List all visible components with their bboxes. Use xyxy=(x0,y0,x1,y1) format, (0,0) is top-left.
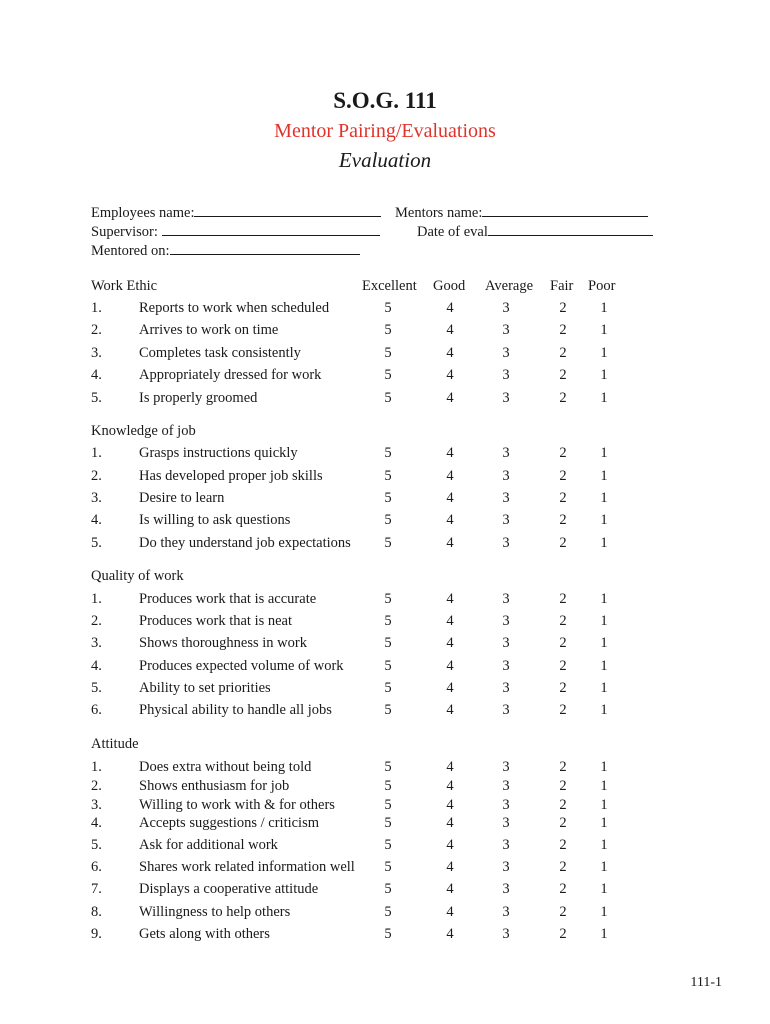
score-average[interactable]: 3 xyxy=(502,300,510,316)
col-average: Average xyxy=(485,278,534,294)
criterion-row-attitude-1 xyxy=(0,757,770,777)
criterion-row-quality-4 xyxy=(0,656,770,676)
section-title: Quality of work xyxy=(91,568,184,584)
score-good[interactable]: 4 xyxy=(446,535,454,551)
criterion-row-work-ethic-5 xyxy=(0,388,770,408)
score-good[interactable]: 4 xyxy=(446,797,454,813)
score-excellent[interactable]: 5 xyxy=(384,300,392,316)
score-good[interactable]: 4 xyxy=(446,859,454,875)
employee-name-line[interactable] xyxy=(194,202,381,217)
score-good[interactable]: 4 xyxy=(446,512,454,528)
score-poor[interactable]: 1 xyxy=(600,837,608,853)
col-good: Good xyxy=(433,278,466,294)
score-poor[interactable]: 1 xyxy=(600,390,608,406)
score-average[interactable]: 3 xyxy=(502,658,510,674)
criterion-number: 6. xyxy=(91,859,102,875)
criterion-label: Shares work related information well xyxy=(139,859,355,875)
section-title: Attitude xyxy=(91,736,139,752)
score-poor[interactable]: 1 xyxy=(600,658,608,674)
score-good[interactable]: 4 xyxy=(446,815,454,831)
score-average[interactable]: 3 xyxy=(502,345,510,361)
score-good[interactable]: 4 xyxy=(446,680,454,696)
score-fair[interactable]: 2 xyxy=(559,904,567,920)
criterion-label: Reports to work when scheduled xyxy=(139,300,330,316)
section-title-work-ethic: Work Ethic xyxy=(91,278,158,294)
criterion-number: 5. xyxy=(91,680,102,696)
score-fair[interactable]: 2 xyxy=(559,367,567,383)
score-fair[interactable]: 2 xyxy=(559,881,567,897)
criterion-number: 3. xyxy=(91,635,102,651)
score-excellent[interactable]: 5 xyxy=(384,702,392,718)
score-fair[interactable]: 2 xyxy=(559,759,567,775)
score-good[interactable]: 4 xyxy=(446,926,454,942)
criterion-number: 9. xyxy=(91,926,102,942)
score-fair[interactable]: 2 xyxy=(559,635,567,651)
score-poor[interactable]: 1 xyxy=(600,322,608,338)
score-excellent[interactable]: 5 xyxy=(384,322,392,338)
criterion-label: Arrives to work on time xyxy=(139,322,279,338)
score-fair[interactable]: 2 xyxy=(559,680,567,696)
score-poor[interactable]: 1 xyxy=(600,859,608,875)
score-excellent[interactable]: 5 xyxy=(384,904,392,920)
score-average[interactable]: 3 xyxy=(502,512,510,528)
criterion-row-quality-3 xyxy=(0,633,770,653)
score-poor[interactable]: 1 xyxy=(600,881,608,897)
score-poor[interactable]: 1 xyxy=(600,613,608,629)
criterion-label: Shows enthusiasm for job xyxy=(139,778,290,794)
criterion-row-knowledge-4 xyxy=(0,510,770,530)
criterion-number: 5. xyxy=(91,837,102,853)
score-good[interactable]: 4 xyxy=(446,613,454,629)
score-average[interactable]: 3 xyxy=(502,881,510,897)
score-average[interactable]: 3 xyxy=(502,468,510,484)
score-excellent[interactable]: 5 xyxy=(384,390,392,406)
criterion-label: Grasps instructions quickly xyxy=(139,445,298,461)
criterion-row-quality-5 xyxy=(0,678,770,698)
score-good[interactable]: 4 xyxy=(446,837,454,853)
criterion-label: Accepts suggestions / criticism xyxy=(139,815,320,831)
score-poor[interactable]: 1 xyxy=(600,591,608,607)
criterion-number: 4. xyxy=(91,815,102,831)
score-good[interactable]: 4 xyxy=(446,702,454,718)
score-excellent[interactable]: 5 xyxy=(384,635,392,651)
score-average[interactable]: 3 xyxy=(502,926,510,942)
score-fair[interactable]: 2 xyxy=(559,591,567,607)
section-title-knowledge xyxy=(0,421,770,441)
criterion-label: Willingness to help others xyxy=(139,904,291,920)
criterion-label: Ask for additional work xyxy=(139,837,278,853)
score-excellent[interactable]: 5 xyxy=(384,837,392,853)
score-average[interactable]: 3 xyxy=(502,815,510,831)
score-excellent[interactable]: 5 xyxy=(384,926,392,942)
criterion-row-quality-2 xyxy=(0,611,770,631)
score-average[interactable]: 3 xyxy=(502,680,510,696)
score-average[interactable]: 3 xyxy=(502,759,510,775)
criterion-label: Appropriately dressed for work xyxy=(139,367,322,383)
mentored-on-field[interactable] xyxy=(91,240,360,260)
criterion-label: Produces work that is accurate xyxy=(139,591,317,607)
criterion-row-attitude-5 xyxy=(0,835,770,855)
score-fair[interactable]: 2 xyxy=(559,815,567,831)
page-number: 111-1 xyxy=(690,975,722,990)
criterion-number: 4. xyxy=(91,658,102,674)
page-subtitle: Mentor Pairing/Evaluations xyxy=(274,120,496,142)
criterion-label: Completes task consistently xyxy=(139,345,301,361)
employee-name-field[interactable] xyxy=(91,202,381,222)
criterion-label: Shows thoroughness in work xyxy=(139,635,307,651)
date-of-eval-field[interactable] xyxy=(417,221,653,241)
criterion-label: Ability to set priorities xyxy=(139,680,271,696)
criterion-row-attitude-3 xyxy=(0,795,770,815)
score-good[interactable]: 4 xyxy=(446,778,454,794)
criterion-label: Produces work that is neat xyxy=(139,613,293,629)
score-fair[interactable]: 2 xyxy=(559,658,567,674)
criterion-row-attitude-2 xyxy=(0,776,770,796)
score-good[interactable]: 4 xyxy=(446,759,454,775)
score-poor[interactable]: 1 xyxy=(600,702,608,718)
score-excellent[interactable]: 5 xyxy=(384,881,392,897)
criterion-row-work-ethic-1 xyxy=(0,298,770,318)
score-fair[interactable]: 2 xyxy=(559,468,567,484)
col-fair: Fair xyxy=(550,278,574,294)
criterion-row-attitude-6 xyxy=(0,857,770,877)
score-good[interactable]: 4 xyxy=(446,390,454,406)
criterion-row-work-ethic-2 xyxy=(0,320,770,340)
score-poor[interactable]: 1 xyxy=(600,490,608,506)
criterion-number: 4. xyxy=(91,512,102,528)
supervisor-label: Supervisor: xyxy=(91,224,158,240)
criterion-label: Is willing to ask questions xyxy=(139,512,291,528)
criterion-number: 2. xyxy=(91,468,102,484)
score-good[interactable]: 4 xyxy=(446,322,454,338)
criterion-number: 2. xyxy=(91,613,102,629)
score-excellent[interactable]: 5 xyxy=(384,658,392,674)
criterion-number: 6. xyxy=(91,702,102,718)
criterion-label: Willing to work with & for others xyxy=(139,797,335,813)
score-poor[interactable]: 1 xyxy=(600,635,608,651)
score-average[interactable]: 3 xyxy=(502,535,510,551)
score-fair[interactable]: 2 xyxy=(559,535,567,551)
score-fair[interactable]: 2 xyxy=(559,778,567,794)
score-excellent[interactable]: 5 xyxy=(384,512,392,528)
score-excellent[interactable]: 5 xyxy=(384,759,392,775)
score-poor[interactable]: 1 xyxy=(600,926,608,942)
score-poor[interactable]: 1 xyxy=(600,904,608,920)
criterion-label: Has developed proper job skills xyxy=(139,468,323,484)
score-excellent[interactable]: 5 xyxy=(384,367,392,383)
score-excellent[interactable]: 5 xyxy=(384,445,392,461)
criterion-number: 7. xyxy=(91,881,102,897)
criterion-label: Physical ability to handle all jobs xyxy=(139,702,332,718)
score-excellent[interactable]: 5 xyxy=(384,490,392,506)
score-average[interactable]: 3 xyxy=(502,367,510,383)
score-excellent[interactable]: 5 xyxy=(384,613,392,629)
criterion-row-quality-6 xyxy=(0,700,770,720)
criterion-row-knowledge-5 xyxy=(0,533,770,553)
score-good[interactable]: 4 xyxy=(446,445,454,461)
score-good[interactable]: 4 xyxy=(446,300,454,316)
score-good[interactable]: 4 xyxy=(446,881,454,897)
score-average[interactable]: 3 xyxy=(502,778,510,794)
criterion-row-attitude-9 xyxy=(0,924,770,944)
criterion-row-attitude-7 xyxy=(0,879,770,899)
score-excellent[interactable]: 5 xyxy=(384,535,392,551)
score-poor[interactable]: 1 xyxy=(600,300,608,316)
score-poor[interactable]: 1 xyxy=(600,797,608,813)
score-average[interactable]: 3 xyxy=(502,490,510,506)
section-title: Knowledge of job xyxy=(91,423,196,439)
score-poor[interactable]: 1 xyxy=(600,512,608,528)
criterion-number: 5. xyxy=(91,390,102,406)
score-excellent[interactable]: 5 xyxy=(384,778,392,794)
score-fair[interactable]: 2 xyxy=(559,797,567,813)
criterion-label: Displays a cooperative attitude xyxy=(139,881,319,897)
employee-name-label: Employees name: xyxy=(91,205,195,221)
score-fair[interactable]: 2 xyxy=(559,345,567,361)
criterion-row-knowledge-1 xyxy=(0,443,770,463)
score-poor[interactable]: 1 xyxy=(600,759,608,775)
score-poor[interactable]: 1 xyxy=(600,345,608,361)
col-poor: Poor xyxy=(588,278,616,294)
criterion-number: 2. xyxy=(91,778,102,794)
score-average[interactable]: 3 xyxy=(502,591,510,607)
score-average[interactable]: 3 xyxy=(502,613,510,629)
criterion-label: Gets along with others xyxy=(139,926,270,942)
mentor-name-line[interactable] xyxy=(482,202,648,217)
page-title: S.O.G. 111 xyxy=(333,88,437,113)
score-fair[interactable]: 2 xyxy=(559,926,567,942)
criterion-number: 1. xyxy=(91,300,102,316)
score-fair[interactable]: 2 xyxy=(559,837,567,853)
score-average[interactable]: 3 xyxy=(502,702,510,718)
criterion-number: 2. xyxy=(91,322,102,338)
score-fair[interactable]: 2 xyxy=(559,300,567,316)
criterion-row-work-ethic-4 xyxy=(0,365,770,385)
criterion-label: Does extra without being told xyxy=(139,759,312,775)
supervisor-field[interactable] xyxy=(91,221,380,241)
score-fair[interactable]: 2 xyxy=(559,613,567,629)
criterion-number: 1. xyxy=(91,445,102,461)
criterion-row-knowledge-3 xyxy=(0,488,770,508)
score-poor[interactable]: 1 xyxy=(600,778,608,794)
score-average[interactable]: 3 xyxy=(502,797,510,813)
score-excellent[interactable]: 5 xyxy=(384,345,392,361)
col-excellent: Excellent xyxy=(362,278,417,294)
score-good[interactable]: 4 xyxy=(446,635,454,651)
score-good[interactable]: 4 xyxy=(446,468,454,484)
score-good[interactable]: 4 xyxy=(446,345,454,361)
score-fair[interactable]: 2 xyxy=(559,702,567,718)
score-fair[interactable]: 2 xyxy=(559,859,567,875)
score-excellent[interactable]: 5 xyxy=(384,815,392,831)
score-fair[interactable]: 2 xyxy=(559,512,567,528)
criterion-number: 3. xyxy=(91,345,102,361)
criterion-row-quality-1 xyxy=(0,589,770,609)
criterion-row-attitude-8 xyxy=(0,902,770,922)
criterion-label: Produces expected volume of work xyxy=(139,658,344,674)
criterion-label: Do they understand job expectations xyxy=(139,535,351,551)
section-title-attitude xyxy=(0,734,770,754)
date-of-eval-line[interactable] xyxy=(488,221,653,236)
mentor-name-field[interactable] xyxy=(395,202,648,222)
score-average[interactable]: 3 xyxy=(502,390,510,406)
score-excellent[interactable]: 5 xyxy=(384,468,392,484)
score-fair[interactable]: 2 xyxy=(559,490,567,506)
score-average[interactable]: 3 xyxy=(502,837,510,853)
criterion-row-attitude-4 xyxy=(0,813,770,833)
score-excellent[interactable]: 5 xyxy=(384,859,392,875)
score-excellent[interactable]: 5 xyxy=(384,680,392,696)
criterion-row-work-ethic-3 xyxy=(0,343,770,363)
mentored-on-line[interactable] xyxy=(170,240,360,255)
criterion-label: Desire to learn xyxy=(139,490,225,506)
score-poor[interactable]: 1 xyxy=(600,815,608,831)
score-poor[interactable]: 1 xyxy=(600,445,608,461)
score-good[interactable]: 4 xyxy=(446,367,454,383)
criterion-number: 3. xyxy=(91,490,102,506)
supervisor-line[interactable] xyxy=(162,221,380,236)
score-poor[interactable]: 1 xyxy=(600,535,608,551)
criterion-number: 4. xyxy=(91,367,102,383)
criterion-number: 1. xyxy=(91,759,102,775)
score-fair[interactable]: 2 xyxy=(559,322,567,338)
score-good[interactable]: 4 xyxy=(446,904,454,920)
date-of-eval-label: Date of eval xyxy=(417,224,488,240)
score-average[interactable]: 3 xyxy=(502,859,510,875)
score-poor[interactable]: 1 xyxy=(600,680,608,696)
criterion-row-knowledge-2 xyxy=(0,466,770,486)
mentor-name-label: Mentors name: xyxy=(395,205,483,221)
score-good[interactable]: 4 xyxy=(446,591,454,607)
score-average[interactable]: 3 xyxy=(502,445,510,461)
score-fair[interactable]: 2 xyxy=(559,445,567,461)
score-good[interactable]: 4 xyxy=(446,490,454,506)
score-fair[interactable]: 2 xyxy=(559,390,567,406)
score-excellent[interactable]: 5 xyxy=(384,591,392,607)
criterion-number: 5. xyxy=(91,535,102,551)
score-poor[interactable]: 1 xyxy=(600,367,608,383)
section-title-quality xyxy=(0,566,770,586)
criterion-number: 1. xyxy=(91,591,102,607)
criterion-number: 3. xyxy=(91,797,102,813)
score-good[interactable]: 4 xyxy=(446,658,454,674)
criterion-number: 8. xyxy=(91,904,102,920)
score-poor[interactable]: 1 xyxy=(600,468,608,484)
column-header-row xyxy=(0,276,770,296)
page-subsubtitle: Evaluation xyxy=(338,148,432,172)
score-excellent[interactable]: 5 xyxy=(384,797,392,813)
score-average[interactable]: 3 xyxy=(502,322,510,338)
criterion-label: Is properly groomed xyxy=(139,390,258,406)
score-average[interactable]: 3 xyxy=(502,904,510,920)
score-average[interactable]: 3 xyxy=(502,635,510,651)
mentored-on-label: Mentored on: xyxy=(91,243,170,259)
